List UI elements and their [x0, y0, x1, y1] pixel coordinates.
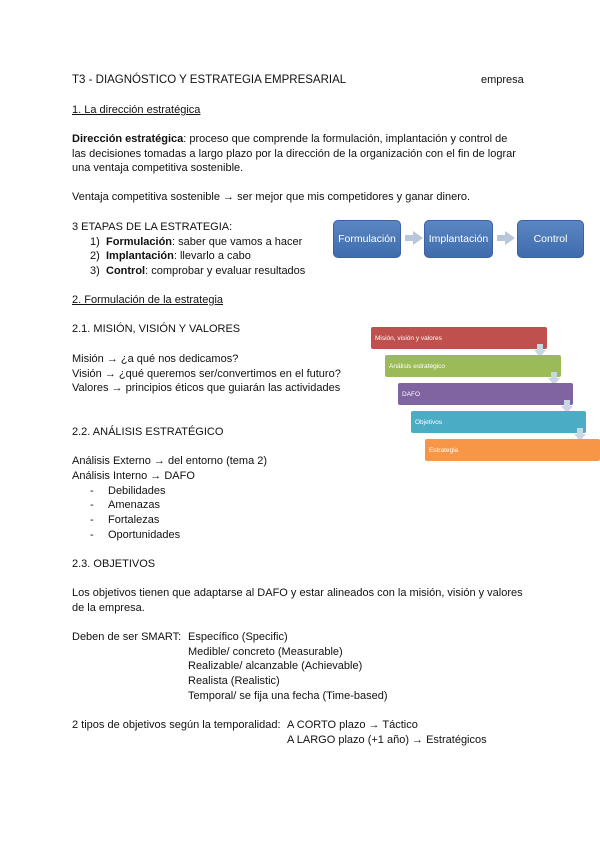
tipo-item: A CORTO plazo → Táctico [287, 719, 418, 731]
smart-item: Específico (Specific) [188, 631, 288, 643]
definition-line-2: las decisiones tomadas a largo plazo por la dirección de la organización con el fin de lograr [72, 148, 516, 160]
flow-arrow-icon [413, 231, 423, 245]
definition-line-1: Dirección estratégica: proceso que comprende la formulación, implantación y control de [72, 133, 508, 145]
dafo-item: - Debilidades [90, 485, 166, 497]
subsection-title-objetivos: 2.3. OBJETIVOS [72, 558, 156, 570]
page-title: T3 - DIAGNÓSTICO Y ESTRATEGIA EMPRESARIAL [72, 74, 347, 86]
tipo-item: A LARGO plazo (+1 año) → Estratégicos [287, 734, 487, 746]
etapa-item: 1) Formulación: saber que vamos a hacer [90, 236, 303, 248]
staircase-step: Análisis estratégico [385, 355, 561, 377]
smart-item: Medible/ concreto (Measurable) [188, 646, 343, 658]
smart-item: Realista (Realistic) [188, 675, 280, 687]
flow-box-control: Control [517, 220, 584, 258]
vision-text: Visión → ¿qué queremos ser/convertimos en el futuro? [72, 368, 341, 380]
etapa-item: 2) Implantación: llevarlo a cabo [90, 250, 251, 262]
analisis-interno: Análisis Interno → DAFO [72, 470, 195, 482]
objetivos-line-2: de la empresa. [72, 602, 145, 614]
flow-box-implantacion: Implantación [424, 220, 493, 258]
section-heading-formulacion: 2. Formulación de la estrategia [72, 294, 224, 306]
staircase-step: Misión, visión y valores [371, 327, 547, 349]
smart-item: Realizable/ alcanzable (Achievable) [188, 660, 363, 672]
etapas-title: 3 ETAPAS DE LA ESTRATEGIA: [72, 221, 233, 233]
smart-item: Temporal/ se fija una fecha (Time-based) [188, 690, 388, 702]
objetivos-line-1: Los objetivos tienen que adaptarse al DAFO y estar alineados con la misión, visión y valores [72, 587, 523, 599]
flow-box-formulacion: Formulación [333, 220, 401, 258]
staircase-step: Objetivos [411, 411, 586, 433]
subsection-title-analisis: 2.2. ANÁLISIS ESTRATÉGICO [72, 426, 224, 438]
subsection-title-mision: 2.1. MISIÓN, VISIÓN Y VALORES [72, 323, 241, 335]
ventaja-text: Ventaja competitiva sostenible → ser mejor que mis competidores y ganar dinero. [72, 191, 471, 203]
staircase-step: DAFO [398, 383, 573, 405]
definition-term: Dirección estratégica [72, 133, 184, 145]
dafo-item: - Fortalezas [90, 514, 160, 526]
etapa-item: 3) Control: comprobar y evaluar resultados [90, 265, 306, 277]
section-heading-direccion: 1. La dirección estratégica [72, 104, 201, 116]
tipos-label: 2 tipos de objetivos según la temporalidad: [72, 719, 281, 731]
dafo-item: - Amenazas [90, 499, 160, 511]
mision-text: Misión → ¿a qué nos dedicamos? [72, 353, 239, 365]
smart-label: Deben de ser SMART: [72, 631, 182, 643]
staircase-step: Estrategia [425, 439, 600, 461]
header-tag: empresa [481, 74, 524, 86]
analisis-externo: Análisis Externo → del entorno (tema 2) [72, 455, 268, 467]
definition-line-3: una ventaja competitiva sostenible. [72, 162, 244, 174]
valores-text: Valores → principios éticos que guiarán las actividades [72, 382, 341, 394]
flow-arrow-icon [505, 231, 515, 245]
dafo-item: - Oportunidades [90, 529, 181, 541]
